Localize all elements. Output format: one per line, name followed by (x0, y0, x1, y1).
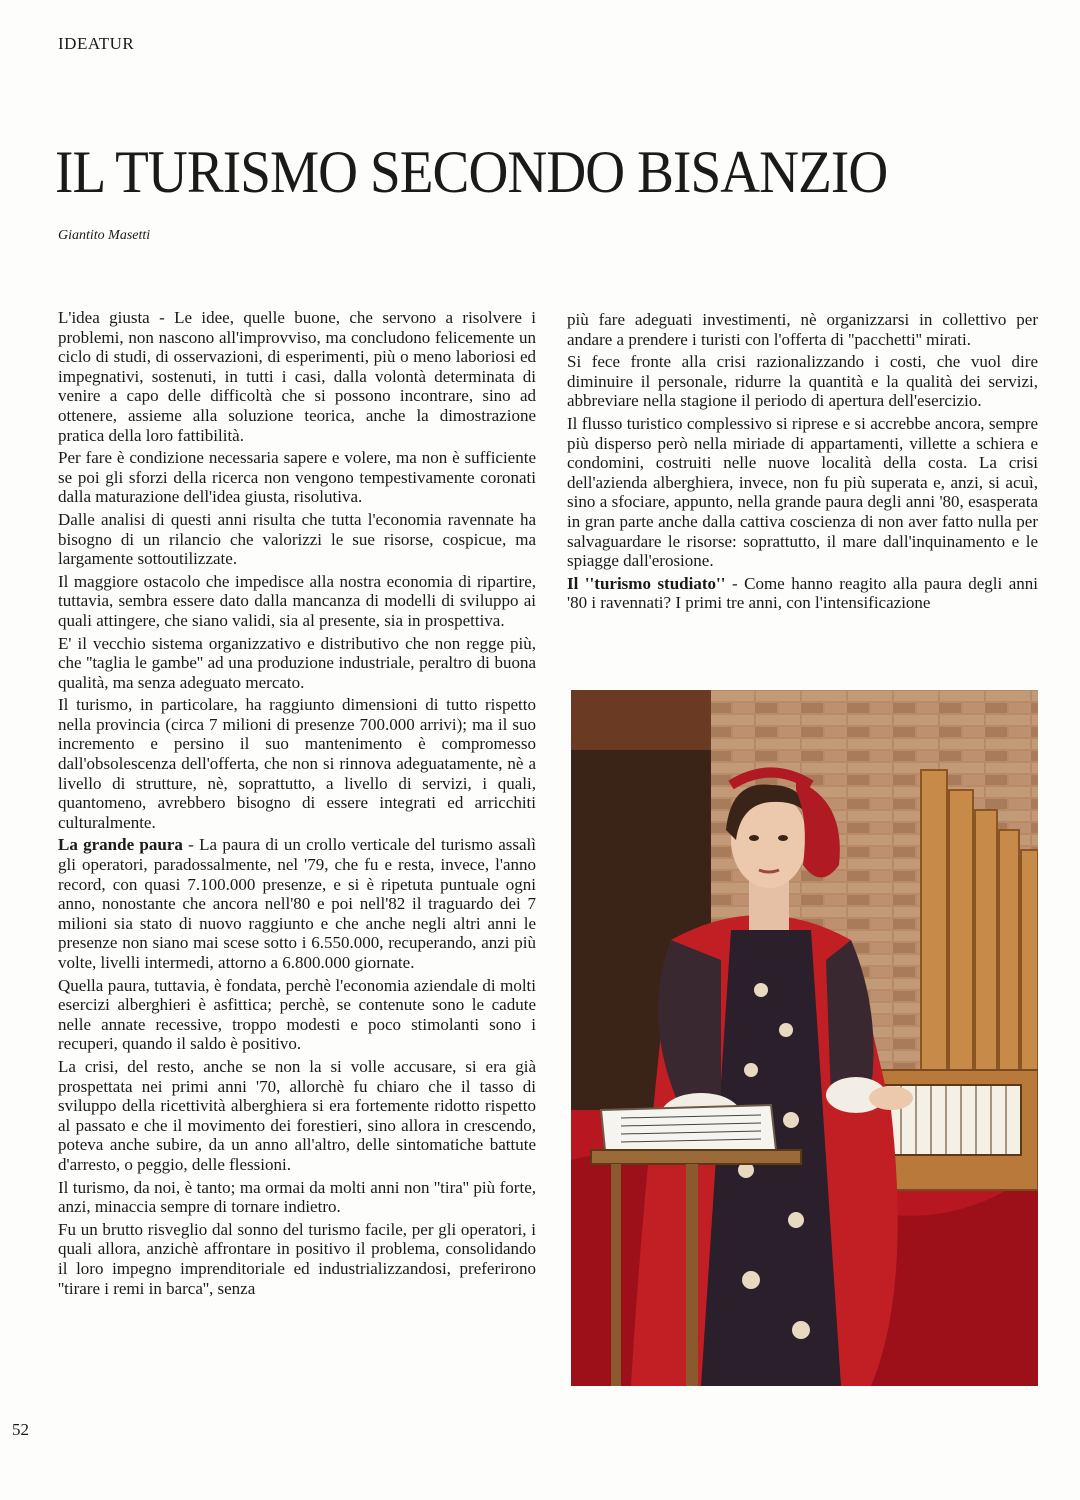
section-lead: L'idea giusta (58, 308, 150, 327)
paragraph: Il maggiore ostacolo che impedisce alla nostra economia di ripartire, tuttavia, sembra essere dato dalla mancanza di modelli di sviluppo ai quali attingere, che siano validi, sia al presente, sia in prospettiva. (58, 571, 536, 630)
paragraph (567, 574, 1038, 613)
running-head: IDEATUR (58, 34, 135, 53)
paragraph: La crisi, del resto, anche se non la si volle accusare, si era già prospettata nei primi anni '70, allorchè fu chiaro che il tasso di sviluppo della ricettività alberghiera si era fortemente ridotto rispetto al passato e che il movimento dei forestieri, sino allora in crescendo, poteva anche subire, da un anno all'altro, delle sintomatiche battute d'arresto, o peggio, delle flessioni. (58, 1056, 536, 1174)
left-column (58, 308, 536, 1301)
photo-woman-playing-organ (571, 690, 1038, 1386)
paragraph: più fare adeguati investimenti, nè organizzarsi in collettivo per andare a prendere i turisti con l'offerta di ''pacchetti'' mirati. (567, 310, 1038, 349)
section-heading: La grande paura (58, 835, 183, 855)
paragraph (58, 308, 536, 445)
article-title: IL TURISMO SECONDO BISANZIO (55, 139, 888, 205)
paragraph: Quella paura, tuttavia, è fondata, perchè l'economia aziendale di molti esercizi alberghieri è asfittica; perchè, se contenute sono le cadute nelle annate recessive, troppo modesti e poco stimolanti sono i recuperi, quando il saldo è positivo. (58, 975, 536, 1054)
section-heading: Il ''turismo studiato'' (567, 573, 726, 593)
paragraph: E' il vecchio sistema organizzativo e distributivo che non regge più, che ''taglia le gambe'' ad una produzione industriale, peraltro di buona qualità, ma senza adeguato mercato. (58, 633, 536, 692)
paragraph: Il turismo, in particolare, ha raggiunto dimensioni di tutto rispetto nella provincia (circa 7 milioni di presenze 700.000 arrivi); ma il suo incremento e persino il suo mantenimento è compromesso dall'obsolescenza dell'offerta, che non si rinnova adeguatamente, nè a livello di strutture, nè, soprattutto, a livello di servizi, i quali, quantomeno, avrebbero bisogno di essere integrati ed arricchiti culturalmente. (58, 695, 536, 832)
right-column (567, 310, 1038, 616)
paragraph: Si fece fronte alla crisi razionalizzando i costi, che vuol dire diminuire il personale, ridurre la quantità e la qualità dei servizi, abbreviare nella stagione il periodo di apertura dell'esercizio. (567, 352, 1038, 411)
paragraph-text: - Come hanno reagito alla paura degli anni '80 i ravennati? I primi tre anni, con l'intensificazione (567, 573, 1039, 613)
page-number: 52 (12, 1420, 29, 1439)
paragraph: Per fare è condizione necessaria sapere e volere, ma non è sufficiente se poi gli sforzi della ricerca non vengono tempestivamente coronati dalla maturazione dell'idea giusta, risolutiva. (58, 448, 536, 507)
paragraph: Il flusso turistico complessivo si riprese e si accrebbe ancora, sempre più disperso però nella miriade di appartamenti, villette a schiera e condomini, costruiti nelle nuove località della costa. La crisi dell'azienda alberghiera, invece, non fu più superata e, anzi, si acuì, sino a sfociare, appunto, nella grande paura degli anni '80, esasperata in gran parte anche dalla cattiva coscienza di non aver fatto nulla per salvaguardare le risorse: soprattutto, il mare dall'inquinamento e le spiagge dall'erosione. (567, 413, 1038, 571)
paragraph (58, 835, 536, 972)
paragraph-text: - La paura di un crollo verticale del turismo assalì gli operatori, paradossalmente, nel '79, che fu e resta, invece, l'anno record, con quasi 7.100.000 presenze, e si è ripetuta puntuale ogni anno, nonostante che ancora nell'80 e poi nell'82 il traguardo dei 7 milioni sia stato di nuovo raggiunto e che anche negli altri anni le presenze non siano mai scese sotto i 6.550.000, recuperando, anzi più volte, livelli intermedi, attorno a 6.800.000 giornate. (58, 835, 536, 972)
paragraph-text: - Le idee, quelle buone, che servono a risolvere i problemi, non nascono all'improvviso, ma concludono felicemente un ciclo di studi, di osservazioni, di esperimenti, più o meno laboriosi ed impegnativi, sostenuti, in tutti i casi, dalla volontà determinata di venire a capo delle difficoltà che si possono incontrare, sino ad ottenere, assieme alla soluzione teorica, anche la dimostrazione pratica della loro fattibilità. (58, 308, 536, 445)
paragraph: Fu un brutto risveglio dal sonno del turismo facile, per gli operatori, i quali allora, anzichè affrontare in positivo il problema, consolidando il loro impegno imprenditoriale ed industrializzandosi, preferirono ''tirare i remi in barca'', senza (58, 1219, 536, 1298)
author-byline: Giantito Masetti (58, 228, 151, 243)
paragraph: Il turismo, da noi, è tanto; ma ormai da molti anni non ''tira'' più forte, anzi, minaccia sempre di tornare indietro. (58, 1177, 536, 1217)
paragraph: Dalle analisi di questi anni risulta che tutta l'economia ravennate ha bisogno di un rilancio che valorizzi le sue risorse, cospicue, ma largamente sottoutilizzate. (58, 509, 536, 569)
